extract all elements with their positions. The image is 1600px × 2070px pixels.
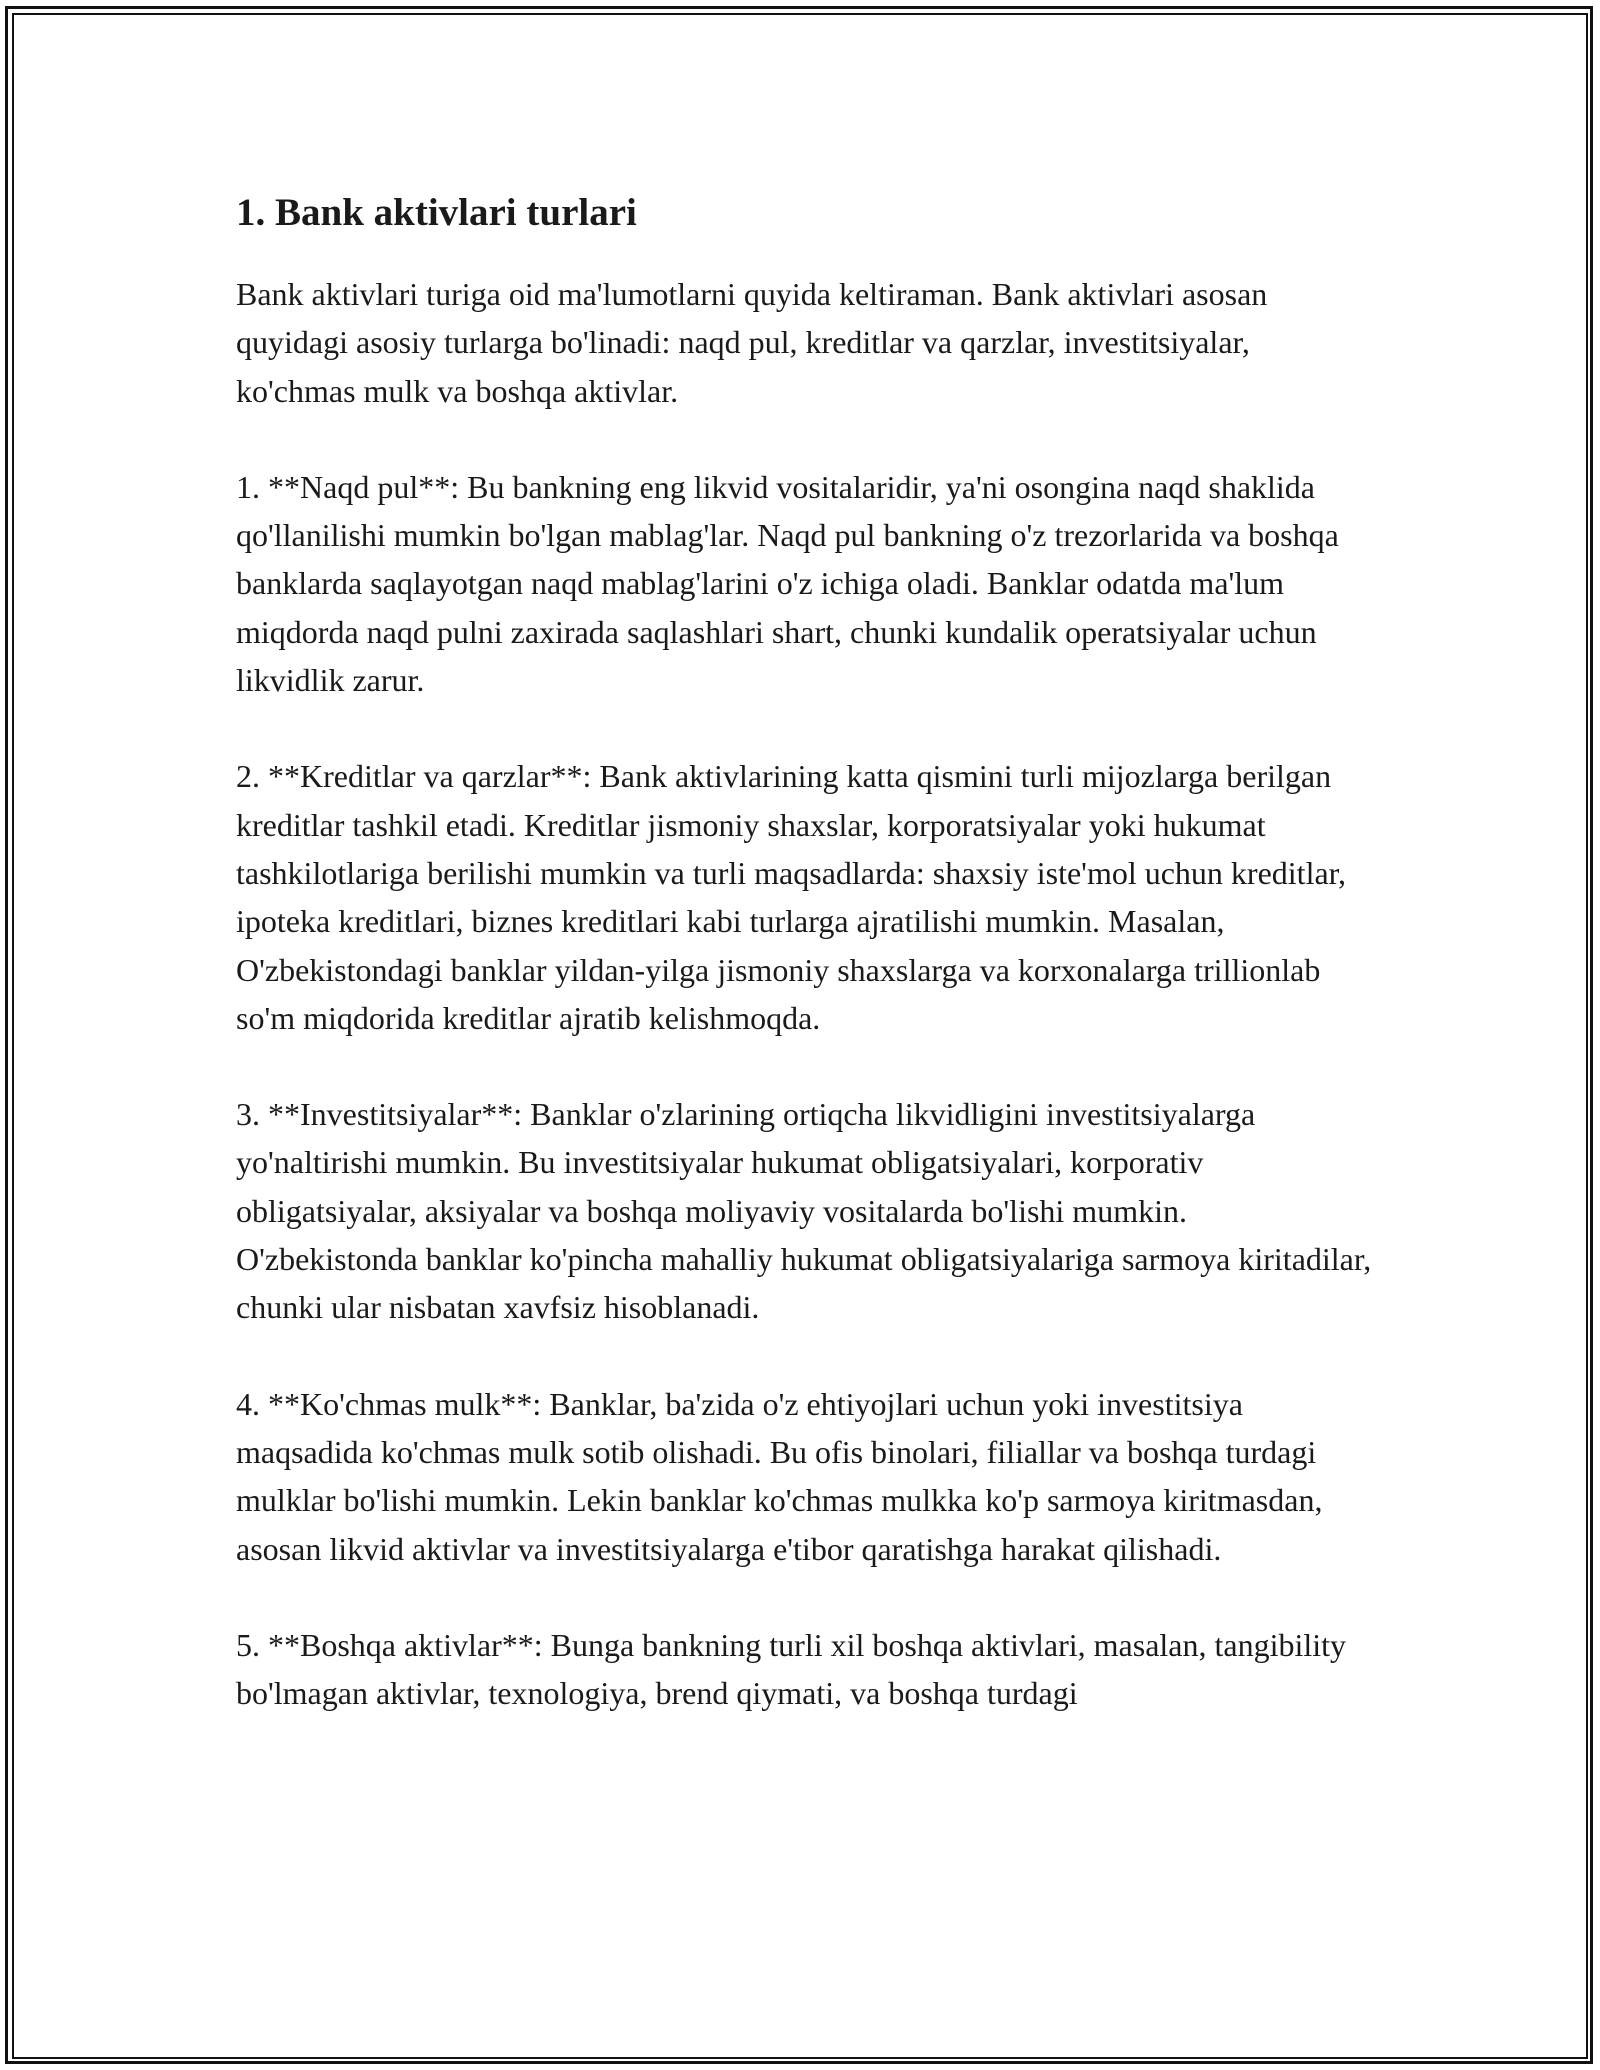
paragraph-other-assets: 5. **Boshqa aktivlar**: Bunga bankning turli xil boshqa aktivlari, masalan, tangibility bo'lmagan aktivlar, texnologiya, brend qiymati, va boshqa turdagi [236,1626,1347,1712]
paragraph-real-estate: 4. **Ko'chmas mulk**: Banklar, ba'zida o'z ehtiyojlari uchun yoki investitsiya maqsadida ko'chmas mulk sotib olishadi. Bu ofis binolari, filiallar va boshqa turdagi mulklar bo'lishi mumkin. Lekin banklar ko'chmas mulkka ko'p sarmoya kiritmasdan, asosan likvid aktivlar va investitsiyalarga e'tibor qaratishga harakat qilishadi. [236,1385,1323,1567]
paragraph-loans: 2. **Kreditlar va qarzlar**: Bank aktivlarining katta qismini turli mijozlarga berilgan kreditlar tashkil etadi. Kreditlar jismoniy shaxslar, korporatsiyalar yoki hukumat tashkilotlariga berilishi mumkin va turli maqsadlarda: shaxsiy iste'mol uchun kreditlar, ipoteka kreditlari, biznes kreditlari kabi turlarga ajratilishi mumkin. Masalan, O'zbekistondagi banklar yildan-yilga jismoniy shaxslarga va korxonalarga trillionlab so'm miqdorida kreditlar ajratib kelishmoqda. [236,758,1347,1036]
intro-paragraph: Bank aktivlari turiga oid ma'lumotlarni quyida keltiraman. Bank aktivlari asosan quyidagi asosiy turlarga bo'linadi: naqd pul, kreditlar va qarzlar, investitsiyalar, ko'chmas mulk va boshqa aktivlar. [236,276,1268,409]
paragraph-investments: 3. **Investitsiyalar**: Banklar o'zlarining ortiqcha likvidligini investitsiyalarga yo'naltirishi mumkin. Bu investitsiyalar hukumat obligatsiyalari, korporativ obligatsiyalar, aksiyalar va boshqa moliyaviy vositalarda bo'lishi mumkin. O'zbekistonda banklar ko'pincha mahalliy hukumat obligatsiyalariga sarmoya kiritadilar, chunki ular nisbatan xavfsiz hisoblanadi. [236,1096,1372,1326]
paragraph-cash: 1. **Naqd pul**: Bu bankning eng likvid vositalaridir, ya'ni osongina naqd shaklida qo'llanilishi mumkin bo'lgan mablag'lar. Naqd pul bankning o'z trezorlarida va boshqa banklarda saqlayotgan naqd mablag'larini o'z ichiga oladi. Banklar odatda ma'lum miqdorda naqd pulni zaxirada saqlashlari shart, chunki kundalik operatsiyalar uchun likvidlik zarur. [236,468,1339,699]
document-body [236,186,1376,1765]
section-title: 1. Bank aktivlari turlari [236,191,637,234]
